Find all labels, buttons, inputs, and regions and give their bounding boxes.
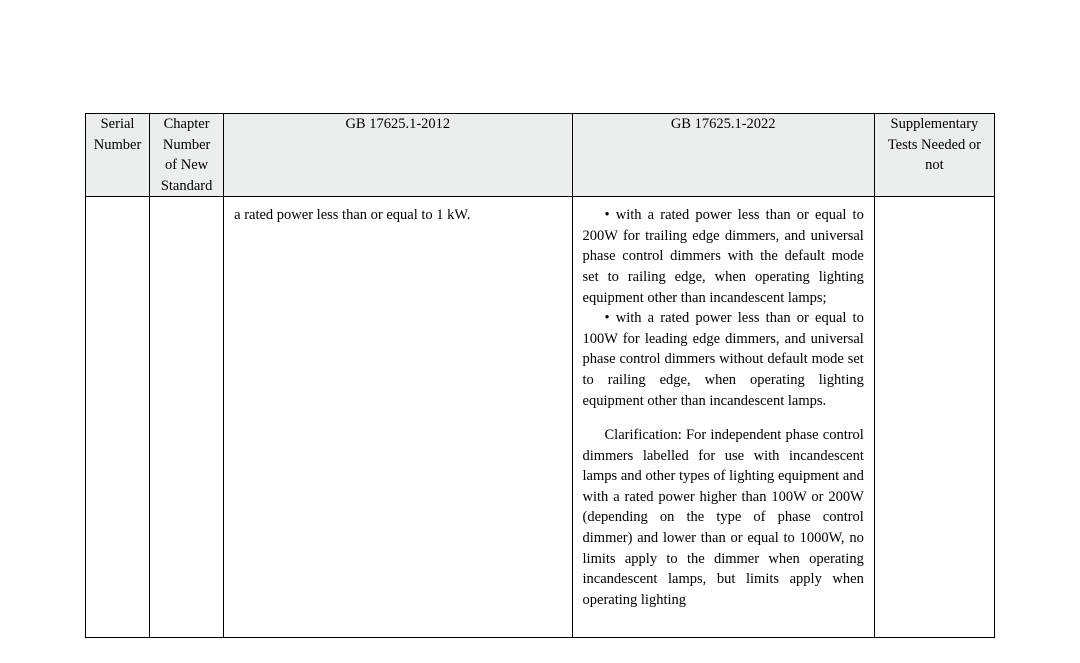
- header-chapter-line-2: Number: [162, 136, 211, 153]
- header-old-standard-label: GB 17625.1-2012: [345, 116, 451, 132]
- new-standard-paragraph-3: Clarification: For independent phase control dimmers labelled for use with incandescent lamps and other types of lighting equipment and with a rated power higher than 100W or 200W (depending on the type of phase control dimmer) and lower than or equal to 1000W, no limits apply to the dimmer when operating incandescent lamps, but limits apply when operating lighting: [582, 427, 864, 608]
- table-header-row: [86, 114, 995, 197]
- header-cell-serial-number: [86, 114, 150, 197]
- comparison-table: [85, 113, 995, 638]
- new-standard-paragraph-1: • with a rated power less than or equal to 200W for trailing edge dimmers, and universal phase control dimmers with the default mode set to railing edge, when operating lighting equipment other than incandescent lamps;: [582, 207, 864, 306]
- header-supplementary-line-1: Supplementary: [890, 116, 979, 132]
- header-cell-new-standard: [572, 114, 874, 197]
- header-cell-old-standard: [224, 114, 572, 197]
- table-row: [86, 197, 995, 638]
- header-cell-chapter-number: [150, 114, 224, 197]
- cell-serial-number: [86, 197, 150, 638]
- new-standard-paragraph-2: • with a rated power less than or equal to 100W for leading edge dimmers, and universal phase control dimmers without default mode set to railing edge, when operating lighting equipment other than incandescent lamps.: [582, 310, 864, 409]
- cell-supplementary-tests: [874, 197, 994, 638]
- header-chapter-line-3: of New: [165, 157, 209, 174]
- header-new-standard-label: GB 17625.1-2022: [670, 116, 776, 132]
- header-supplementary-line-2: Tests Needed or: [887, 136, 982, 153]
- header-chapter-line-1: Chapter: [163, 116, 210, 132]
- cell-chapter-number: [150, 197, 224, 638]
- cell-old-standard: [224, 197, 572, 638]
- cell-new-standard: [572, 197, 874, 638]
- header-serial-line-2: Number: [93, 136, 142, 153]
- old-standard-text: a rated power less than or equal to 1 kW.: [234, 207, 471, 224]
- header-chapter-line-4: Standard: [160, 177, 213, 194]
- header-cell-supplementary-tests: [874, 114, 994, 197]
- header-serial-line-1: Serial: [100, 116, 135, 132]
- header-supplementary-line-3: not: [925, 157, 944, 174]
